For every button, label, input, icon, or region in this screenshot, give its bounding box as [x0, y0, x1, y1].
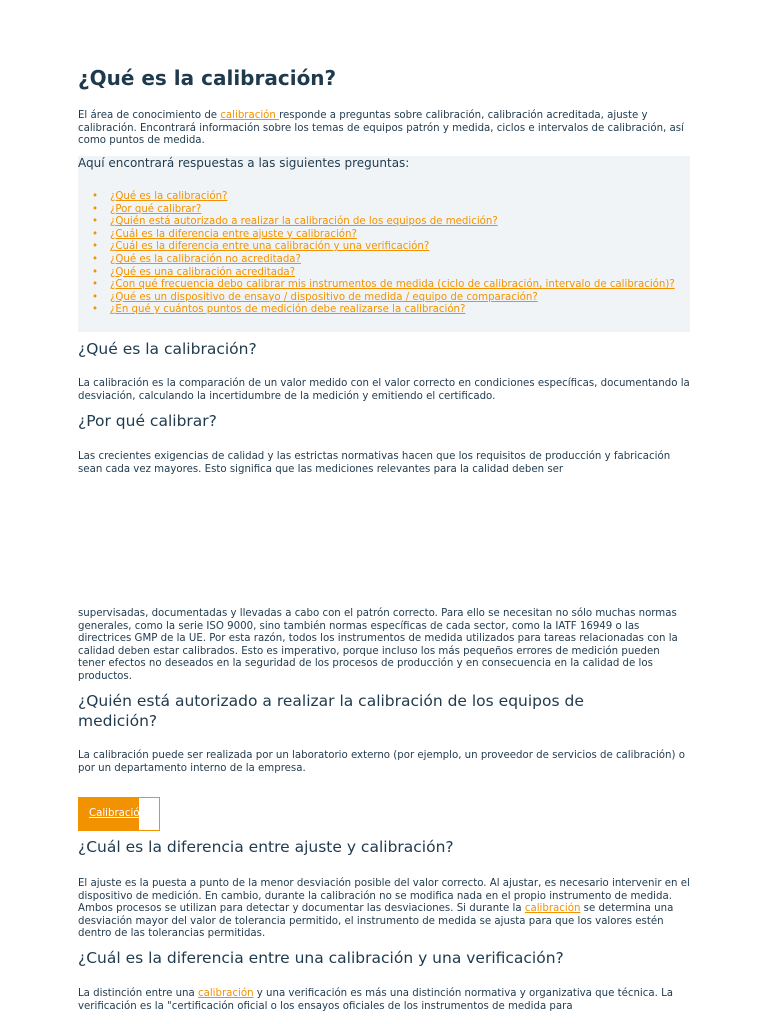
- verify-text-2: y una verificación es más una distinción normativa y organizativa que técnica. La verificación es la "certificación oficial o los ensayos oficiales de los instrumentos de medida para: [78, 988, 673, 1012]
- adjust-calibration-link[interactable]: calibración: [524, 903, 581, 914]
- section-text-why-1: Las crecientes exigencias de calidad y las estrictas normativas hacen que los requisitos de producción y fabricación sean cada vez mayores. Esto significa que las mediciones relevantes para la calidad deben ser: [78, 451, 671, 475]
- section-text-why-2: supervisadas, documentadas y llevadas a cabo con el patrón correcto. Para ello se necesitan no sólo muchas normas generales, como la serie ISO 9000, sino también normas específicas de cada sector, como la IATF 16949 o las directrices GMP de la UE. Por esta razón, todos los instrumentos de medida utilizados para tareas relacionadas con la calidad deben estar calibrados. Esto es imperativo, porque incluso los más pequeños errores de medición pueden tener efectos no deseados en la seguridad de los procesos de producción y en consecuencia en la calidad de los productos.: [78, 608, 678, 682]
- faq-link[interactable]: ¿Cuál es la diferencia entre una calibración y una verificación?: [110, 241, 430, 253]
- faq-item[interactable]: [92, 254, 682, 267]
- verify-calibration-link[interactable]: calibración: [198, 988, 254, 999]
- faq-link[interactable]: ¿Cuál es la diferencia entre ajuste y calibración?: [110, 228, 357, 240]
- intro-paragraph: [78, 110, 688, 148]
- faq-item[interactable]: [92, 279, 682, 292]
- section-heading-why: ¿Por qué calibrar?: [78, 412, 217, 430]
- section-text-what: La calibración es la comparación de un valor medido con el valor correcto en condiciones específicas, documentando la desviación, calculando la incertidumbre de la medición y emitiendo el certificado.: [78, 378, 690, 402]
- section-heading-what: ¿Qué es la calibración?: [78, 340, 257, 358]
- section-heading-who: ¿Quién está autorizado a realizar la calibración de los equipos de medición?: [78, 692, 584, 730]
- section-text-adjust: [78, 878, 690, 941]
- faq-item[interactable]: [92, 292, 682, 305]
- section-text-who: La calibración puede ser realizada por un laboratorio externo (por ejemplo, un proveedor de servicios de calibración) o por un departamento interno de la empresa.: [78, 750, 685, 774]
- adjust-text-2: se determina una desviación mayor del valor de tolerancia permitido, el instrumento de medida se ajusta para que los valores estén dentro de las tolerancias permitidas.: [78, 903, 674, 939]
- section-heading-adjust: ¿Cuál es la diferencia entre ajuste y calibración?: [78, 838, 454, 856]
- faq-link[interactable]: ¿En qué y cuántos puntos de medición debe realizarse la calibración?: [110, 304, 466, 316]
- faq-item[interactable]: [92, 204, 682, 217]
- faq-item[interactable]: [92, 229, 682, 242]
- faq-link[interactable]: ¿Qué es la calibración no acreditada?: [110, 253, 301, 265]
- intro-text-before: El área de conocimiento de: [78, 110, 221, 121]
- faq-link[interactable]: ¿Con qué frecuencia debo calibrar mis instrumentos de medida (ciclo de calibración, intervalo de calibración)?: [110, 279, 675, 291]
- faq-item[interactable]: [92, 191, 682, 204]
- faq-list: [92, 191, 682, 317]
- section-heading-verify: ¿Cuál es la diferencia entre una calibración y una verificación?: [78, 949, 564, 967]
- faq-item[interactable]: [92, 304, 682, 317]
- faq-item[interactable]: [92, 267, 682, 280]
- intro-calibration-link[interactable]: calibración: [220, 110, 280, 121]
- calibration-button[interactable]: [78, 797, 160, 831]
- calibration-button-label[interactable]: Calibración: [89, 808, 147, 819]
- faq-item[interactable]: [92, 241, 682, 254]
- faq-item[interactable]: [92, 216, 682, 229]
- calibration-button-fill: [79, 798, 147, 830]
- faq-link[interactable]: ¿Qué es un dispositivo de ensayo / dispositivo de medida / equipo de comparación?: [110, 291, 538, 303]
- faq-title: Aquí encontrará respuestas a las siguientes preguntas:: [78, 156, 410, 170]
- page-title: ¿Qué es la calibración?: [78, 66, 337, 90]
- intro-text-after: responde a preguntas sobre calibración, calibración acreditada, ajuste y calibración. Encontrará información sobre los temas de equipos patrón y medida, ciclos e intervalos de calibración, así como puntos de medida.: [78, 110, 684, 146]
- faq-link[interactable]: ¿Por qué calibrar?: [110, 203, 202, 215]
- verify-text-1: La distinción entre una: [78, 988, 198, 999]
- faq-link[interactable]: ¿Qué es una calibración acreditada?: [110, 266, 296, 278]
- adjust-text-1: El ajuste es la puesta a punto de la menor desviación posible del valor correcto. Al ajustar, es necesario intervenir en el dispositivo de medición. En cambio, durante la calibración no se modifica nada en el propio instrumento de medida. Ambos procesos se utilizan para detectar y documentar las desviaciones. Si durante la: [78, 878, 690, 914]
- faq-link[interactable]: ¿Qué es la calibración?: [110, 191, 228, 202]
- section-text-verify: [78, 988, 690, 1013]
- faq-link[interactable]: ¿Quién está autorizado a realizar la calibración de los equipos de medición?: [110, 216, 498, 228]
